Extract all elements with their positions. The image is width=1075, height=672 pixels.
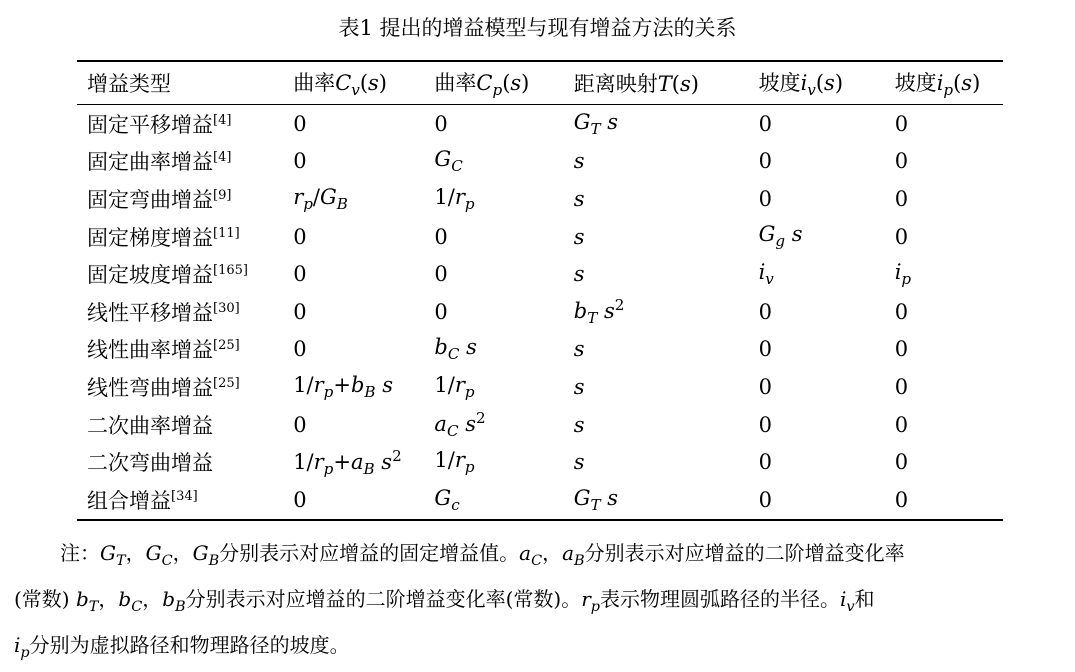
table-row — [77, 293, 1003, 331]
value-cell: 0 — [758, 149, 772, 174]
value-cell: $G_C$ — [434, 147, 463, 176]
value-cell: $i_p$ — [894, 260, 912, 289]
gain-type-cell: 二次曲率增益 — [87, 413, 213, 438]
value-cell: 0 — [894, 149, 909, 174]
value-cell: 0 — [894, 412, 909, 437]
table-row — [77, 368, 1003, 406]
gain-type-cell: 固定坡度增益[165] — [87, 263, 248, 288]
value-cell: $1/r_p$ — [434, 184, 475, 214]
value-cell: s — [573, 450, 585, 475]
gain-type-cell: 固定平移增益[4] — [87, 112, 232, 137]
value-cell: 0 — [894, 186, 909, 211]
table-row — [77, 481, 1003, 520]
gain-type-cell: 固定曲率增益[4] — [87, 150, 232, 175]
value-cell: 0 — [758, 337, 772, 362]
table-row — [77, 331, 1003, 369]
gain-type-cell: 线性弯曲增益[25] — [87, 375, 240, 400]
header-cell: 曲率$C_v(s)$ — [283, 61, 424, 105]
note-line-1: 注：$G_T$，$G_C$，$G_B$分别表示对应增益的固定增益值。$a_C$，$a_B$分别表示对应增益的二阶增益变化率 — [60, 541, 905, 569]
value-cell: 0 — [894, 224, 909, 249]
value-cell: 0 — [894, 374, 909, 399]
table-row — [77, 105, 1003, 143]
value-cell: $a_C$ $s^2$ — [434, 408, 486, 441]
note-line-2: (常数) $b_T$，$b_C$，$b_B$分别表示对应增益的二阶增益变化率(常数)。$r_p$表示物理圆弧路径的半径。$i_v$和 — [14, 587, 875, 615]
value-cell: 0 — [434, 299, 448, 324]
gain-type-cell: 组合增益[34] — [87, 488, 198, 513]
value-cell: 0 — [758, 487, 772, 512]
header-cell: 距离映射T(s) — [564, 61, 749, 105]
table-notes — [14, 534, 1064, 672]
header-cell: 坡度$i_p(s)$ — [885, 61, 1003, 105]
table-body — [77, 105, 1003, 520]
value-cell: 0 — [293, 224, 307, 249]
value-cell: s — [573, 186, 585, 211]
value-cell: 0 — [758, 186, 772, 211]
header-cell: 曲率$C_p(s)$ — [424, 61, 563, 105]
value-cell: $G_T$ s — [573, 109, 619, 138]
note-line-3: $i_p$分别为虚拟路径和物理路径的坡度。 — [14, 633, 350, 661]
table-caption: 表1 提出的增益模型与现有增益方法的关系 — [338, 16, 737, 40]
value-cell: 0 — [434, 224, 448, 249]
value-cell: s — [573, 337, 585, 362]
value-cell: 0 — [758, 374, 772, 399]
value-cell: 0 — [894, 337, 909, 362]
value-cell: 0 — [293, 487, 307, 512]
value-cell: $1/r_p+b_B$ s — [293, 372, 393, 402]
table-row — [77, 180, 1003, 218]
value-cell: $r_p/G_B$ — [293, 184, 348, 214]
value-cell: s — [573, 412, 585, 437]
header-cell: 坡度$i_v(s)$ — [749, 61, 885, 105]
value-cell: $G_g$ s — [758, 222, 803, 251]
header-cell: 增益类型 — [77, 61, 283, 105]
value-cell: 0 — [758, 111, 772, 136]
table-row — [77, 255, 1003, 293]
value-cell: $1/r_p$ — [434, 448, 475, 477]
value-cell: 0 — [894, 450, 909, 475]
gain-table — [77, 60, 1003, 521]
table-row — [77, 443, 1003, 481]
value-cell: $1/r_p$ — [434, 372, 475, 402]
gain-type-cell: 二次弯曲增益 — [87, 451, 213, 476]
value-cell: 0 — [758, 450, 772, 475]
value-cell: $b_T$ $s^2$ — [573, 296, 625, 328]
table-header-row — [77, 61, 1003, 105]
gain-type-cell: 固定弯曲增益[9] — [87, 187, 232, 212]
value-cell: s — [573, 262, 585, 287]
value-cell: $1/r_p+a_B$ $s^2$ — [293, 446, 402, 478]
table-row — [77, 218, 1003, 256]
value-cell: 0 — [293, 337, 307, 362]
value-cell: $G_T$ s — [573, 485, 619, 514]
value-cell: $G_c$ — [434, 485, 460, 514]
gain-type-cell: 固定梯度增益[11] — [87, 225, 240, 250]
gain-type-cell: 线性曲率增益[25] — [87, 338, 240, 363]
value-cell: 0 — [293, 111, 307, 136]
value-cell: 0 — [293, 262, 307, 287]
value-cell: 0 — [894, 111, 909, 136]
value-cell: 0 — [894, 487, 909, 512]
table-row — [77, 143, 1003, 181]
value-cell: s — [573, 149, 585, 174]
value-cell: 0 — [293, 299, 307, 324]
value-cell: 0 — [434, 262, 448, 287]
value-cell: $i_v$ — [758, 260, 774, 289]
value-cell: s — [573, 374, 585, 399]
value-cell: 0 — [434, 111, 448, 136]
value-cell: $b_C$ s — [434, 335, 477, 364]
value-cell: 0 — [293, 412, 307, 437]
value-cell: 0 — [758, 299, 772, 324]
table-row — [77, 406, 1003, 444]
value-cell: 0 — [293, 149, 307, 174]
value-cell: 0 — [758, 412, 772, 437]
value-cell: s — [573, 224, 585, 249]
gain-type-cell: 线性平移增益[30] — [87, 300, 240, 325]
value-cell: 0 — [894, 299, 909, 324]
